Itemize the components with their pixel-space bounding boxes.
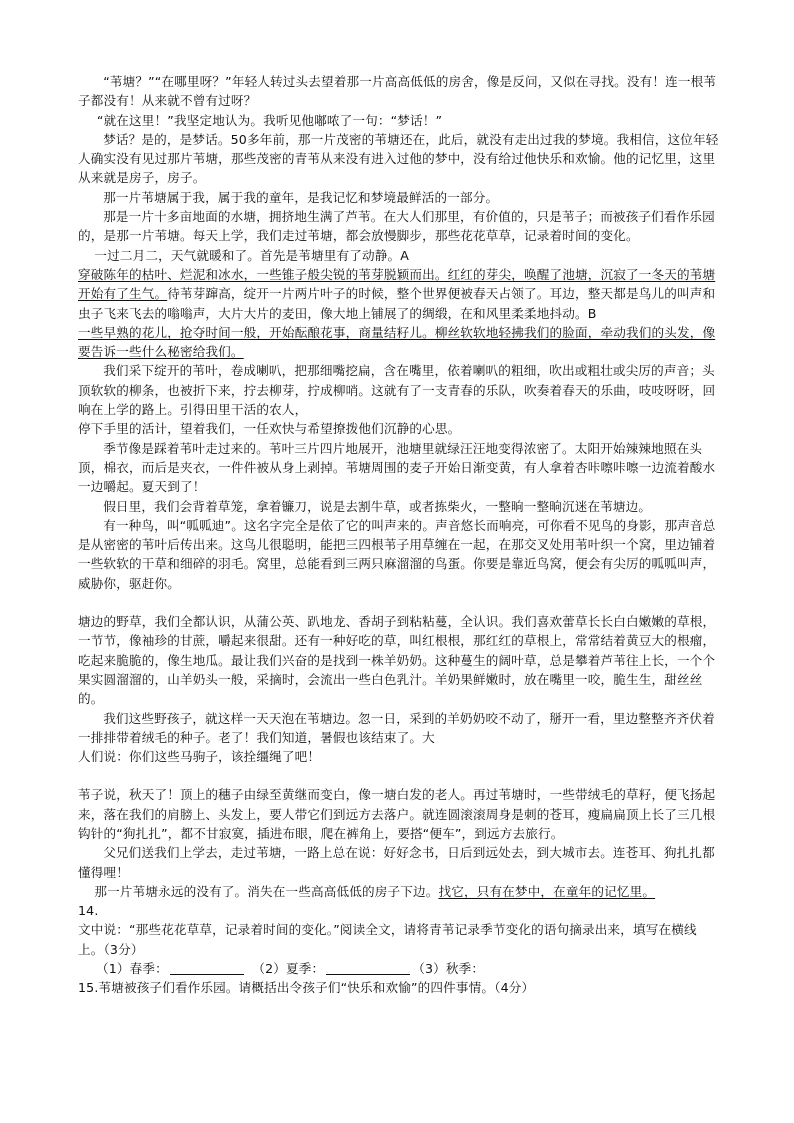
paragraph-14: 父兄们送我们上学去，走过苇塘，一路上总在说：好好念书，日后到远处去，到大城市去。连苍耳、狗扎扎都懂得哩！ bbox=[78, 845, 715, 880]
question-14-options bbox=[78, 959, 722, 978]
paragraph-3: 梦话？是的，是梦话。50多年前，那一片茂密的苇塘还在，此后，就没有走出过我的梦境。我相信，这位年轻人确实没有见过那片苇塘，那些茂密的青苇从来没有进入过他的梦中，没有给过他快乐和欢愉。他的记忆里，这里从来就是房子，房子。 bbox=[78, 131, 719, 186]
answer-blank-spring[interactable] bbox=[170, 961, 244, 975]
option-summer-label: （2）夏季： bbox=[258, 961, 325, 977]
paragraph-15 bbox=[78, 882, 722, 901]
paragraph-gap bbox=[78, 593, 722, 612]
paragraph-12: 我们这些野孩子，就这样一天天泡在苇塘边。忽一日，采到的羊奶奶咬不动了，掰开一看，里边整整齐齐伏着一排排带着绒毛的种子。老了！我们知道，暑假也该结束了。大 bbox=[78, 710, 715, 745]
question-14-number: 14. bbox=[78, 903, 99, 919]
underlined-sentence-a: 穿破陈年的枯叶、烂泥和冰水，一些锥子般尖锐的苇芽脱颖而出。红红的芽尖，唤醒了池塘，沉寂了一冬天的苇塘开始有了生气。 bbox=[78, 266, 716, 302]
paragraph-2: “就在这里！”我坚定地认为。我听见他嘟哝了一句：“梦话！” bbox=[96, 112, 443, 128]
question-14-text: 文中说：“那些花花草草，记录着时间的变化。”阅读全文，请将青苇记录季节变化的语句摘录出来，填写在横线上。（3分） bbox=[78, 922, 697, 957]
paragraph-6 bbox=[78, 246, 722, 362]
option-spring-label: （1）春季： bbox=[96, 961, 168, 977]
answer-blank-summer[interactable] bbox=[326, 961, 410, 975]
paragraph-13: 苇子说，秋天了！顶上的穗子由绿至黄继而变白，像一塘白发的老人。再过苇塘时，一些带绒毛的草籽，便飞扬起来，落在我们的肩膀上、头发上，要人带它们到远方去落户。就连圆滚滚周身是刺的苍耳，瘦扁扁顶上长了三几根钩针的“狗扎扎”，都不甘寂寞，插进布眼，爬在裤角上，要搭“便车”，到远方去旅行。 bbox=[78, 787, 716, 841]
paragraph-11: 塘边的野草，我们全都认识，从蒲公英、趴地龙、香胡子到粘粘蔓，全认识。我们喜欢蕾草长长白白嫩嫩的草根，一节节，像袖珍的甘蔗，嚼起来很甜。还有一种好吃的草，叫红根根，那红红的草根上，常常结着黄豆大的根瘤，吃起来脆脆的，像生地瓜。最让我们兴奋的是找到一株羊奶奶。这种蔓生的阔叶草，总是攀着芦苇往上长，一个个果实圆溜溜的，山羊奶头一般，采摘时，会流出一些白色乳汁。羊奶果鲜嫩时，放在嘴里一咬，脆生生，甜丝丝的。 bbox=[78, 614, 716, 707]
paragraph-10: 有一种鸟，叫“呱呱迪”。这名字完全是依了它的叫声来的。声音悠长而响亮，可你看不见鸟的身影，那声音总是从密密的苇叶后传出来。这鸟儿很聪明，能把三四根苇子用草缠在一起，在那交叉处用苇叶织一个窝，里边铺着一些软软的干草和细碎的羽毛。窝里，总能看到三两只麻溜溜的鸟蛋。你要是靠近鸟窝，便会有尖厉的呱呱叫声，威胁你，驱赶你。 bbox=[78, 517, 716, 591]
question-15-text: 15.苇塘被孩子们看作乐园。请概括出令孩子们“快乐和欢愉”的四件事情。（4分） bbox=[78, 980, 535, 996]
paragraph-9: 假日里，我们会背着草笼，拿着镰刀，说是去割牛草，或者拣柴火，一整晌一整晌沉迷在苇塘边。 bbox=[103, 498, 652, 514]
paragraph-12-continued: 人们说：你们这些马驹子，该拴缰绳了吧！ bbox=[78, 749, 321, 765]
paragraph-5: 那是一片十多亩地面的水塘，拥挤地生满了芦苇。在大人们那里，有价值的，只是苇子；而被孩子们看作乐园的，是那一片苇塘。每天上学，我们走过苇塘，都会放慢脚步，那些花花草草，记录着时间的变化。 bbox=[78, 209, 715, 244]
paragraph-15-lead: 那一片苇塘永远的没有了。消失在一些高高低低的房子下边。 bbox=[94, 883, 439, 899]
document-body bbox=[78, 72, 722, 998]
paragraph-6-lead: 一过二月二，天气就暖和了。首先是苇塘里有了动静。A bbox=[94, 247, 409, 263]
paragraph-6-middle: 待苇芽蹿高，绽开一片两片叶子的时候，整个世界便被春天占领了。耳边，整天都是鸟儿的叫声和虫子飞来飞去的嗡嗡声，大片大片的麦田，像大地上铺展了的绸缎，在和风里柔柔地抖动。B bbox=[78, 286, 716, 321]
underlined-sentence-b: 一些早熟的花儿，抢夺时间一般，开始酝酿花事，商量结籽儿。柳丝软软地轻拂我们的脸面，牵动我们的头发，像要告诉一些什么秘密给我们。 bbox=[78, 324, 716, 360]
paragraph-gap bbox=[78, 766, 722, 785]
paragraph-1: “苇塘？”“在哪里呀？”年轻人转过头去望着那一片高高低低的房舍，像是反问，又似在寻找。没有！连一根苇子都没有！从来就不曾有过呀？ bbox=[78, 74, 717, 109]
paragraph-7-continued: 停下手里的活计，望着我们，一任欢快与希望撩拨他们沉静的心思。 bbox=[78, 421, 461, 437]
paragraph-4: 那一片苇塘属于我，属于我的童年，是我记忆和梦境最鲜活的一部分。 bbox=[103, 189, 499, 205]
paragraph-7: 我们采下绽开的苇叶，卷成喇叭，把那细嘴挖扁，含在嘴里，依着喇叭的粗细，吹出或粗壮或尖厉的声音；头顶软软的柳条，也被折下来，拧去柳芽，拧成柳哨。这就有了一支青春的乐队，吹奏着春天的乐曲，吱吱呀呀，回响在上学的路上。引得田里干活的农人， bbox=[78, 363, 716, 418]
option-autumn-label: （3）秋季： bbox=[412, 961, 485, 977]
underlined-sentence-final: 找它，只有在梦中，在童年的记忆里。 bbox=[438, 883, 656, 899]
paragraph-8: 季节像是踩着苇叶走过来的。苇叶三片四片地展开，池塘里就绿汪汪地变得浓密了。太阳开始辣辣地照在头顶，棉衣，而后是夹衣，一件件被从身上剥掉。苇塘周围的麦子开始日渐变黄，有人拿着杏咔嚓咔嚓一边流着酸水一边嚼起。夏天到了！ bbox=[78, 440, 716, 495]
